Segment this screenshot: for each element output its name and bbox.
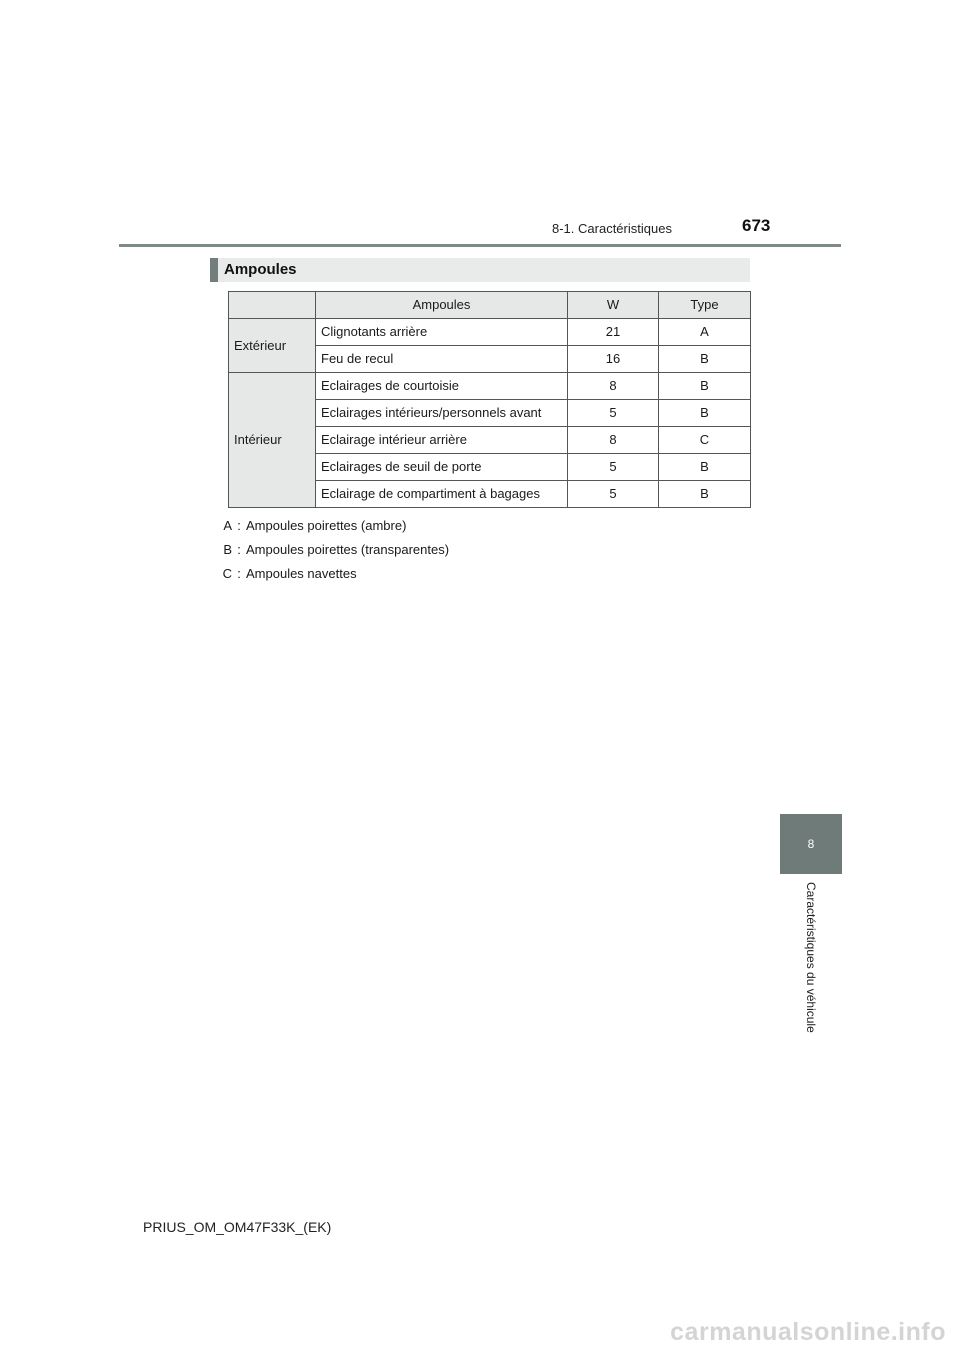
- bulb-type: B: [659, 346, 751, 373]
- legend-text: Ampoules poirettes (transparentes): [246, 541, 450, 557]
- page-number: 673: [742, 216, 771, 235]
- column-header-type: Type: [659, 292, 751, 319]
- legend-item: [220, 537, 449, 561]
- legend-text: Ampoules navettes: [246, 565, 357, 581]
- legend-separator: :: [237, 541, 241, 557]
- table-row: [229, 319, 751, 346]
- type-legend: [220, 513, 449, 585]
- chapter-number: 8: [807, 837, 815, 851]
- section-title-bar: [210, 258, 750, 282]
- bulb-name: Clignotants arrière: [316, 319, 568, 346]
- legend-key: A: [223, 517, 232, 533]
- bulb-wattage: 8: [568, 427, 659, 454]
- legend-text: Ampoules poirettes (ambre): [246, 517, 407, 533]
- group-label-interior: Intérieur: [229, 373, 316, 508]
- bulb-wattage: 5: [568, 400, 659, 427]
- table-row: [229, 373, 751, 400]
- header-divider: [119, 244, 841, 247]
- legend-key: C: [222, 565, 232, 581]
- watermark: carmanualsonline.info: [670, 1318, 946, 1346]
- bulb-type: B: [659, 481, 751, 508]
- bulb-type: C: [659, 427, 751, 454]
- bulb-name: Eclairages de courtoisie: [316, 373, 568, 400]
- legend-separator: :: [237, 517, 241, 533]
- bulb-wattage: 21: [568, 319, 659, 346]
- bulb-name: Eclairage de compartiment à bagages: [316, 481, 568, 508]
- column-header-bulb: Ampoules: [316, 292, 568, 319]
- bulb-type: B: [659, 400, 751, 427]
- legend-key: B: [223, 541, 232, 557]
- bulb-type: B: [659, 373, 751, 400]
- bulb-wattage: 5: [568, 454, 659, 481]
- table-header-row: [229, 292, 751, 319]
- bulb-name: Eclairage intérieur arrière: [316, 427, 568, 454]
- legend-separator: :: [237, 565, 241, 581]
- legend-item: [220, 561, 449, 585]
- bulb-name: Feu de recul: [316, 346, 568, 373]
- legend-item: [220, 513, 449, 537]
- bulb-type: B: [659, 454, 751, 481]
- document-code: PRIUS_OM_OM47F33K_(EK): [143, 1219, 332, 1235]
- bulb-wattage: 16: [568, 346, 659, 373]
- section-heading: 8-1. Caractéristiques: [552, 221, 672, 236]
- chapter-title-vertical: Caractéristiques du véhicule: [804, 882, 818, 1033]
- group-label-exterior: Extérieur: [229, 319, 316, 373]
- bulb-wattage: 5: [568, 481, 659, 508]
- section-title-accent: [210, 258, 218, 282]
- bulb-name: Eclairages intérieurs/personnels avant: [316, 400, 568, 427]
- section-title: Ampoules: [224, 261, 297, 278]
- bulb-type: A: [659, 319, 751, 346]
- bulb-name: Eclairages de seuil de porte: [316, 454, 568, 481]
- bulb-wattage: 8: [568, 373, 659, 400]
- bulb-table: [228, 291, 751, 508]
- column-header-group: [229, 292, 316, 319]
- chapter-tab[interactable]: [780, 814, 842, 874]
- column-header-watt: W: [568, 292, 659, 319]
